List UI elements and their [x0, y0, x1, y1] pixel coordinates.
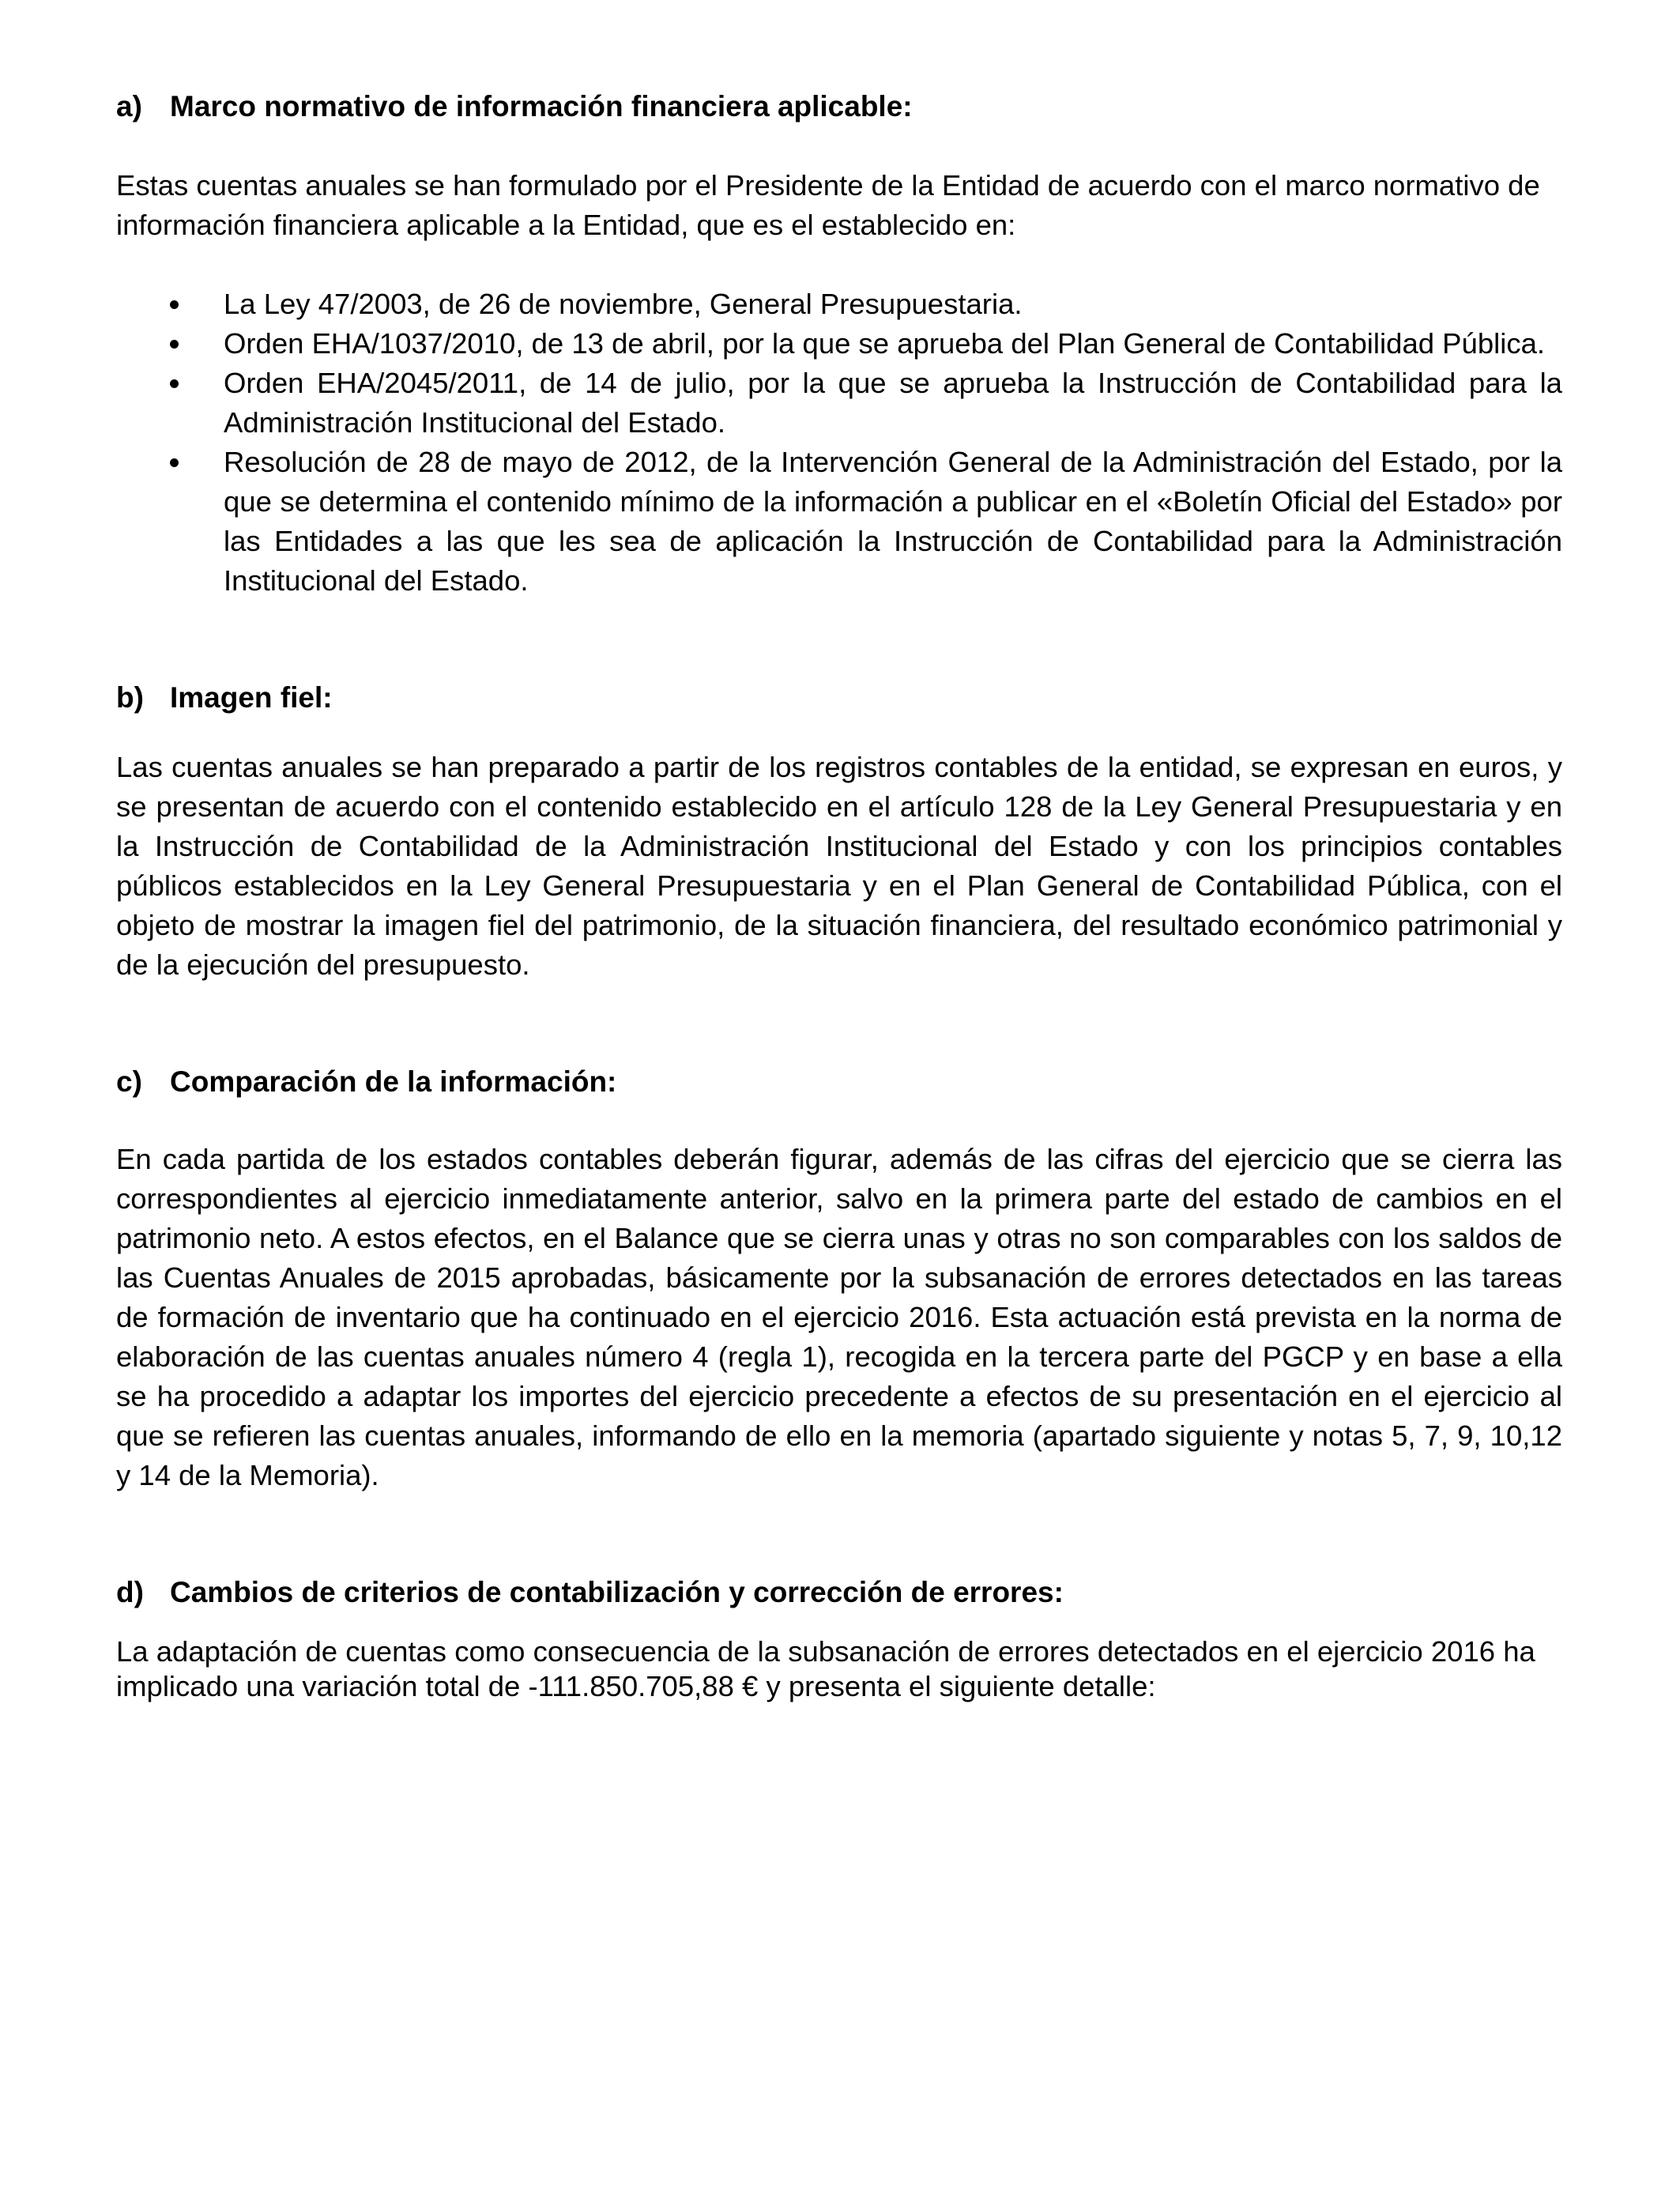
section-c-body: En cada partida de los estados contables deberán figurar, además de las cifras del ejercicio que se cierra las correspondientes al ejercicio inmediatamente anterior, salvo en la primera parte del estado de cambios en el patrimonio neto. A estos efectos, en el Balance que se cierra unas y otras no son comparables con los saldos de las Cuentas Anuales de 2015 aprobadas, básicamente por la subsanación de errores detectados en las tareas de formación de inventario que ha continuado en el ejercicio 2016. Esta actuación está prevista en la norma de elaboración de las cuentas anuales número 4 (regla 1), recogida en la tercera parte del PGCP y en base a ella se ha procedido a adaptar los importes del ejercicio precedente a efectos de su presentación en el ejercicio al que se refieren las cuentas anuales, informando de ello en la memoria (apartado siguiente y notas 5, 7, 9, 10,12 y 14 de la Memoria). [116, 1143, 1562, 1491]
section-b-body: Las cuentas anuales se han preparado a partir de los registros contables de la entidad, se expresan en euros, y se presentan de acuerdo con el contenido establecido en el artículo 128 de la Ley General Presupuestaria y en la Instrucción de Contabilidad de la Administración Institucional del Estado y con los principios contables públicos establecidos en la Ley General Presupuestaria y en el Plan General de Contabilidad Pública, con el objeto de mostrar la imagen fiel del patrimonio, de la situación financiera, del resultado económico patrimonial y de la ejecución del presupuesto. [116, 751, 1562, 981]
bullet-icon [116, 443, 224, 482]
section-a-bullet-list [116, 285, 1562, 601]
section-d-letter: d) [116, 1576, 144, 1608]
bullet-text: Resolución de 28 de mayo de 2012, de la Intervención General de la Administración del Estado, por la que se determina el contenido mínimo de la información a publicar en el «Boletín Oficial del Estado» por las Entidades a las que les sea de aplicación la Instrucción de Contabilidad para la Administración Institucional del Estado. [224, 446, 1562, 597]
section-a-title: Marco normativo de información financiera aplicable: [170, 90, 913, 123]
section-d-heading [116, 1573, 1562, 1612]
bullet-icon [116, 285, 224, 324]
bullet-text: La Ley 47/2003, de 26 de noviembre, General Presupuestaria. [224, 288, 1023, 320]
bullet-item [116, 364, 1562, 443]
section-b-heading [116, 678, 1562, 718]
bullet-icon [116, 324, 224, 364]
section-a-intro: Estas cuentas anuales se han formulado por el Presidente de la Entidad de acuerdo con el marco normativo de información financiera aplicable a la Entidad, que es el establecido en: [116, 169, 1540, 241]
section-d-title: Cambios de criterios de contabilización y corrección de errores: [170, 1576, 1064, 1608]
section-d-body: La adaptación de cuentas como consecuencia de la subsanación de errores detectados en el ejercicio 2016 ha implicado una variación total de -111.850.705,88 € y presenta el siguiente detalle: [116, 1635, 1535, 1702]
document-page [116, 87, 1562, 1704]
bullet-text: Orden EHA/2045/2011, de 14 de julio, por la que se aprueba la Instrucción de Contabilidad para la Administración Institucional del Estado. [224, 367, 1562, 439]
bullet-item [116, 324, 1562, 364]
section-b-letter: b) [116, 681, 144, 714]
section-c-heading [116, 1062, 1562, 1102]
bullet-item [116, 443, 1562, 601]
section-a-letter: a) [116, 90, 142, 123]
section-c-title: Comparación de la información: [170, 1065, 617, 1098]
section-c-letter: c) [116, 1065, 142, 1098]
section-a-heading [116, 87, 1562, 126]
bullet-item [116, 285, 1562, 324]
bullet-text: Orden EHA/1037/2010, de 13 de abril, por la que se aprueba del Plan General de Contabilidad Pública. [224, 327, 1546, 360]
bullet-icon [116, 364, 224, 403]
section-b-title: Imagen fiel: [170, 681, 333, 714]
